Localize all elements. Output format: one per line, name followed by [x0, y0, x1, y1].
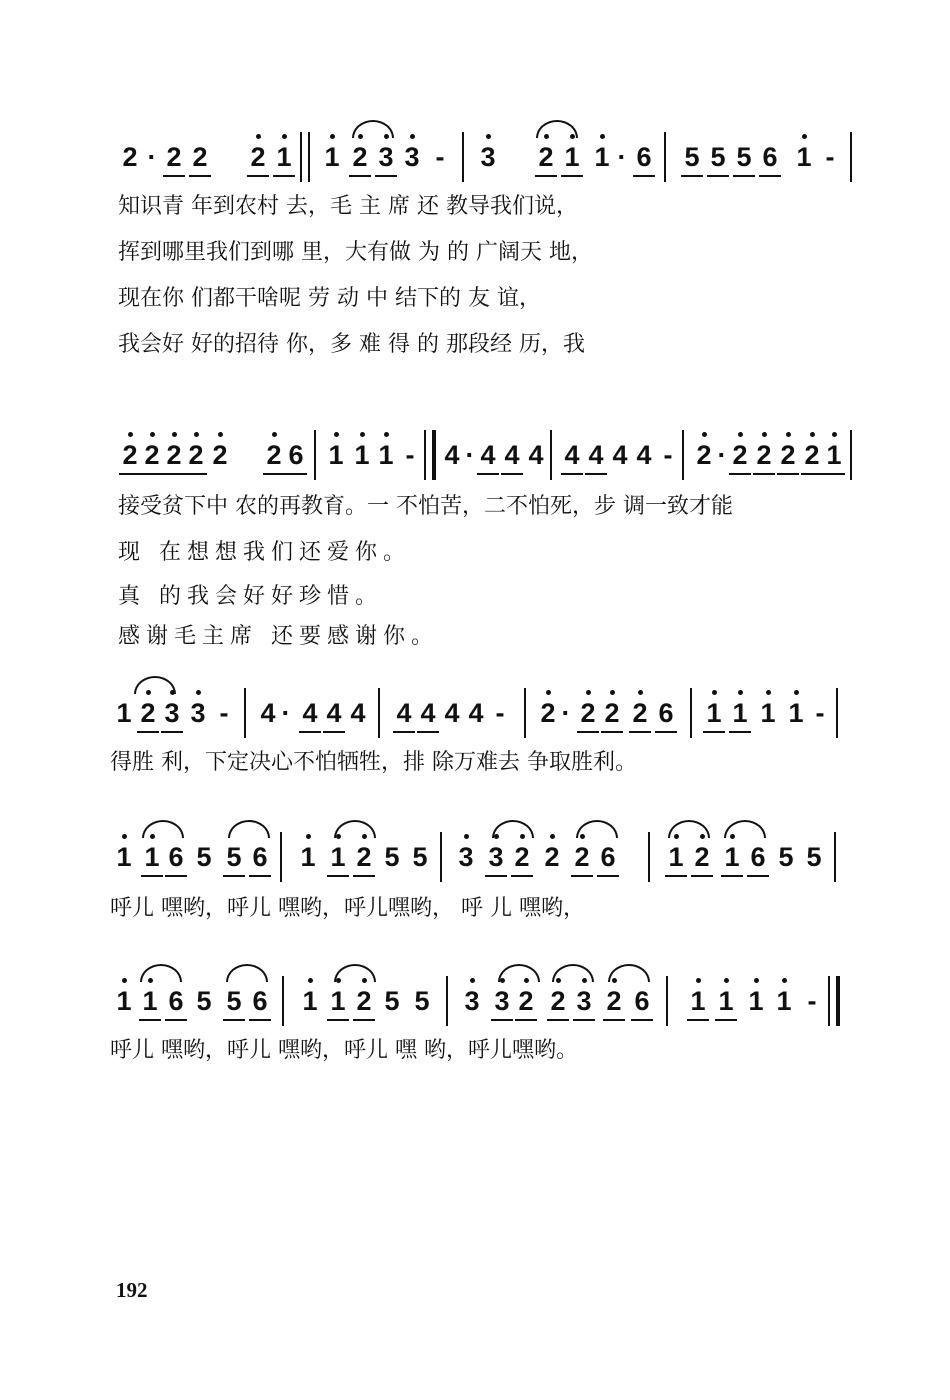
system-1-lyric-1: 知识青 年到农村 去，毛 主 席 还 教导我们说， [118, 194, 578, 219]
system-3-lyric-1: 得胜 利，下定决心不怕牺牲，排 除万难去 争取胜利。 [110, 750, 637, 775]
system-1-lyric-2: 挥到哪里我们到哪 里，大有做 为 的 广阔天 地， [118, 240, 593, 265]
system-1-lyric-3: 现在你 们都干啥呢 劳 动 中 结下的 友 谊， [118, 286, 541, 311]
page-number: 192 [116, 1278, 148, 1302]
system-4-notation: 1 1 6 5 5 6 1 1 2 5 5 3 3 2 2 2 6 1 2 1 6 5 5 [0, 840, 950, 874]
system-2-lyric-2: 现 在想想我们还爱你。 [118, 540, 411, 565]
system-5-lyric-1: 呼儿 嘿哟，呼儿 嘿哟，呼儿 嘿 哟，呼儿嘿哟。 [110, 1038, 578, 1063]
system-2-lyric-3: 真 的我会好好珍惜。 [118, 584, 383, 609]
system-2-lyric-4: 感谢毛主席 还要感谢你。 [118, 624, 439, 649]
system-4-lyric-1: 呼儿 嘿哟，呼儿 嘿哟，呼儿嘿哟， 呼 儿 嘿哟， [110, 896, 585, 921]
system-2-notation: 2 2 2 2 2 2 6 1 1 1 - 4 · 4 4 4 4 4 4 4 - 2 · 2 2 2 2 1 [0, 438, 950, 472]
system-1-notation: 2 · 2 2 2 1 1 2 3 3 - 3 2 1 1 · 6 5 5 5 6 1 - [0, 140, 950, 174]
system-1-lyric-4: 我会好 好的招待 你，多 难 得 的 那段经 历，我 [118, 332, 585, 357]
system-2-lyric-1: 接受贫下中 农的再教育。一 不怕苦，二不怕死，步 调一致才能 [118, 494, 733, 519]
system-3-notation: 1 2 3 3 - 4 · 4 4 4 4 4 4 4 - 2 · 2 2 2 6 1 1 1 1 - [0, 696, 950, 730]
system-5-notation: 1 1 6 5 5 6 1 1 2 5 5 3 3 2 2 3 2 6 1 1 1 1 - [0, 984, 950, 1018]
